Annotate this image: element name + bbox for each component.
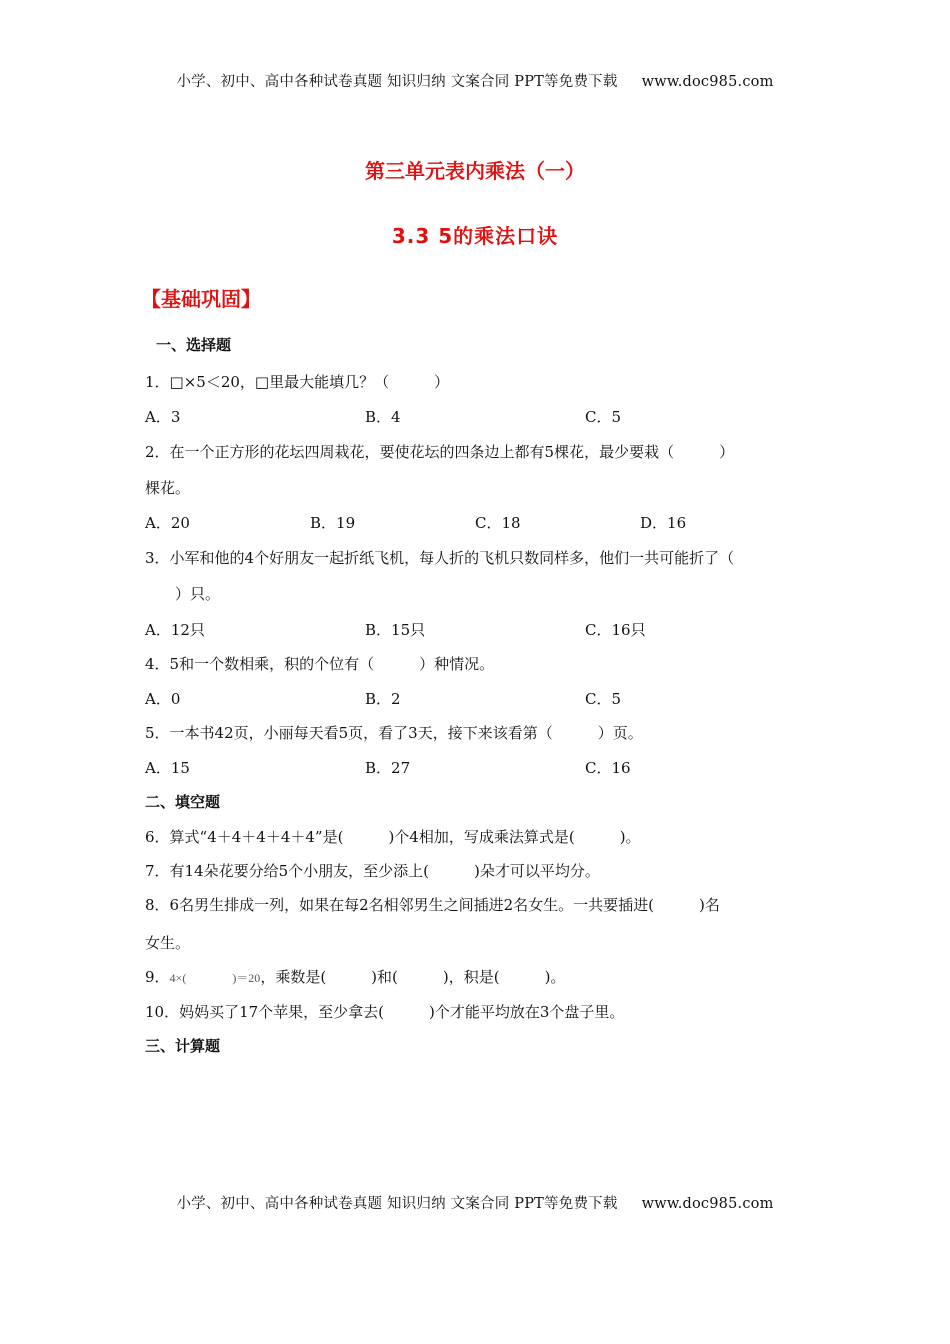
question-1: 1．□×5＜20，□里最大能填几？（ ） — [145, 373, 450, 391]
unit-title: 第三单元表内乘法（一） — [365, 159, 585, 183]
q3-option-b: B．15只 — [365, 621, 426, 639]
q4-option-b: B．2 — [365, 690, 401, 708]
question-3: 3．小军和他的4个好朋友一起折纸飞机，每人折的飞机只数同样多，他们一共可能折了（ — [145, 549, 735, 567]
question-2-cont: 棵花。 — [145, 479, 191, 497]
question-8-cont: 女生。 — [145, 934, 191, 952]
question-4: 4．5和一个数相乘，积的个位有（ ）种情况。 — [145, 655, 495, 673]
q9-number: 9． — [145, 968, 170, 986]
q2-option-a: A．20 — [145, 514, 190, 532]
lesson-title: 3.3 5的乘法口诀 — [391, 224, 559, 248]
q2-option-c: C．18 — [475, 514, 521, 532]
part2-heading: 二、填空题 — [145, 793, 221, 811]
page-footer: 小学、初中、高中各种试卷真题 知识归纳 文案合同 PPT等免费下载 www.doc985.com — [176, 1196, 774, 1212]
q1-option-b: B．4 — [365, 408, 401, 426]
q3-option-a: A．12只 — [145, 621, 205, 639]
page-header: 小学、初中、高中各种试卷真题 知识归纳 文案合同 PPT等免费下载 www.doc985.com — [176, 74, 774, 90]
part3-heading: 三、计算题 — [145, 1037, 221, 1055]
section-label: 【基础巩固】 — [141, 287, 261, 311]
question-2: 2．在一个正方形的花坛四周栽花，要使花坛的四条边上都有5棵花，最少要栽（ ） — [145, 443, 735, 461]
q5-option-a: A．15 — [145, 759, 190, 777]
q2-option-b: B．19 — [310, 514, 356, 532]
question-5: 5．一本书42页，小丽每天看5页，看了3天，接下来该看第（ ）页。 — [145, 724, 643, 742]
part1-heading: 一、选择题 — [156, 336, 232, 354]
question-3-cont: ）只。 — [145, 585, 221, 603]
q5-option-b: B．27 — [365, 759, 411, 777]
q9-rest: ，乘数是( )和( )，积是( )。 — [260, 968, 566, 986]
question-9 — [145, 966, 565, 987]
question-8: 8．6名男生排成一列，如果在每2名相邻男生之间插进2名女生。一共要插进( )名 — [145, 896, 720, 914]
q5-option-c: C．16 — [585, 759, 631, 777]
question-6: 6．算式“4＋4＋4＋4＋4”是( )个4相加，写成乘法算式是( )。 — [145, 828, 641, 846]
question-10: 10．妈妈买了17个苹果，至少拿去( )个才能平均放在3个盘子里。 — [145, 1003, 625, 1021]
q4-option-c: C．5 — [585, 690, 622, 708]
q2-option-d: D．16 — [640, 514, 687, 532]
q9-equation-left: 4×( — [169, 971, 187, 985]
q9-equation-right: )＝20 — [232, 971, 261, 985]
q4-option-a: A．0 — [145, 690, 181, 708]
question-7: 7．有14朵花要分给5个小朋友，至少添上( )朵才可以平均分。 — [145, 862, 600, 880]
q1-option-a: A．3 — [145, 408, 181, 426]
q1-option-c: C．5 — [585, 408, 622, 426]
q3-option-c: C．16只 — [585, 621, 646, 639]
